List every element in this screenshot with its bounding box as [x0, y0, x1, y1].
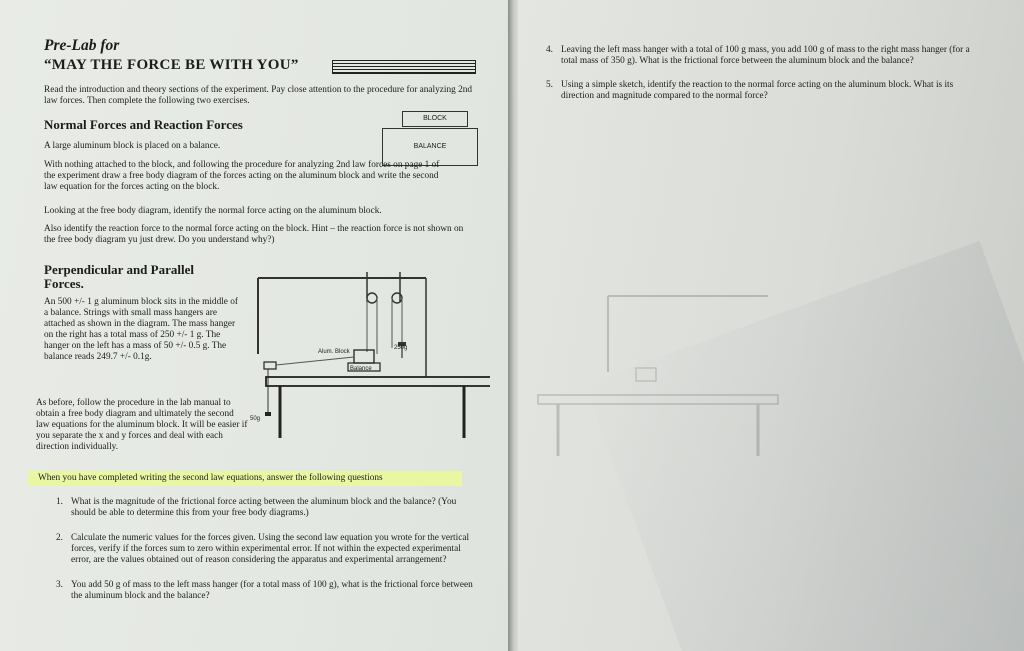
diagram-label-block: Alum. Block: [318, 349, 350, 355]
left-clamp: [264, 362, 276, 369]
bleed-through-diagram: [528, 280, 988, 480]
left-page: [0, 0, 508, 651]
block-box: BLOCK: [402, 111, 468, 127]
apparatus-diagram: [240, 262, 490, 462]
question-text: Calculate the numeric values for the forces given. Using the second law equation you wrote for the vertical forces, verify if the forces sum to zero within experimental error. If not within the expected experimental error, are the values obtained out of reason considering the apparatus and experimental arrangement?: [70, 533, 470, 565]
highlighted-instruction: When you have completed writing the second law equations, answer the following questions: [28, 471, 462, 486]
questions-list-left: [56, 497, 476, 602]
question-item: [56, 497, 476, 519]
question-item: [56, 533, 476, 566]
question-item: [546, 80, 986, 102]
para-free-body: With nothing attached to the block, and following the procedure for analyzing 2nd law forces on page 1 of the experiment draw a free body diagram of the forces acting on the aluminum block and write the second law equation for the forces acting on the block.: [44, 160, 440, 192]
section2-heading-line2: Forces.: [44, 276, 84, 291]
title-line-1: Pre-Lab for: [44, 37, 120, 54]
para-reaction-force: Also identify the reaction force to the normal force acting on the block. Hint – the reaction force is not shown on the free body diagram yu just drew. Do you understand why?): [44, 224, 464, 245]
pulley-left: [367, 293, 377, 303]
para-large-block: A large aluminum block is placed on a balance.: [44, 141, 221, 151]
question-number: 3.: [56, 580, 63, 590]
para-procedure: As before, follow the procedure in the lab manual to obtain a free body diagram and ultimately the second law equations for the aluminum block. It will be easier if you separate the x and y forces and deal with each direction individually.: [36, 398, 248, 452]
title-decoration-box: [332, 60, 476, 74]
right-page: [518, 0, 1024, 651]
alum-block-shape: [354, 350, 374, 363]
question-number: 5.: [546, 80, 553, 90]
question-number: 4.: [546, 45, 553, 55]
question-number: 2.: [56, 533, 63, 543]
diagram-label-50g: 50g: [250, 416, 261, 422]
question-item: [546, 45, 986, 67]
intro-text: Read the introduction and theory sections of the experiment. Pay close attention to the procedure for analyzing 2nd law forces. Then complete the following two exercises.: [44, 85, 473, 106]
para-normal-force: Looking at the free body diagram, identify the normal force acting on the aluminum block.: [44, 206, 382, 216]
question-text: Using a simple sketch, identify the reaction to the normal force acting on the aluminum block. What is its direction and magnitude compared to the normal force?: [560, 80, 954, 101]
question-text: You add 50 g of mass to the left mass hanger (for a total mass of 100 g), what is the frictional force between the aluminum block and the balance?: [70, 580, 473, 601]
table-top: [266, 377, 490, 386]
question-text: What is the magnitude of the frictional force acting between the aluminum block and the balance? (You should be able to determine this from your free body diagrams.): [70, 497, 457, 518]
section2-heading-line1: Perpendicular and Parallel: [44, 262, 194, 277]
question-number: 1.: [56, 497, 63, 507]
questions-list-right: [546, 45, 986, 102]
title-line-2: “MAY THE FORCE BE WITH YOU”: [44, 57, 299, 73]
page-gutter: [508, 0, 518, 651]
question-item: [56, 580, 476, 602]
section-heading-normal-forces: Normal Forces and Reaction Forces: [44, 117, 243, 132]
diagram-label-250g: 250g: [394, 345, 408, 351]
para-setup: An 500 +/- 1 g aluminum block sits in the middle of a balance. Strings with small mass hangers are attached as shown in the diagram. The mass hanger on the right has a total mass of 250 +/- 1 g. The hanger on the left has a mass of 50 +/- 0.5 g. The balance reads 249.7 +/- 0.1g.: [44, 297, 239, 362]
section-heading-perpendicular: [44, 263, 194, 291]
balance-box: BALANCE: [382, 128, 478, 166]
diagram-label-balance: Balance: [350, 366, 372, 372]
question-text: Leaving the left mass hanger with a total of 100 g mass, you add 100 g of mass to the right mass hanger (for a total mass of 350 g). What is the frictional force between the aluminum block and the balance?: [560, 45, 970, 66]
